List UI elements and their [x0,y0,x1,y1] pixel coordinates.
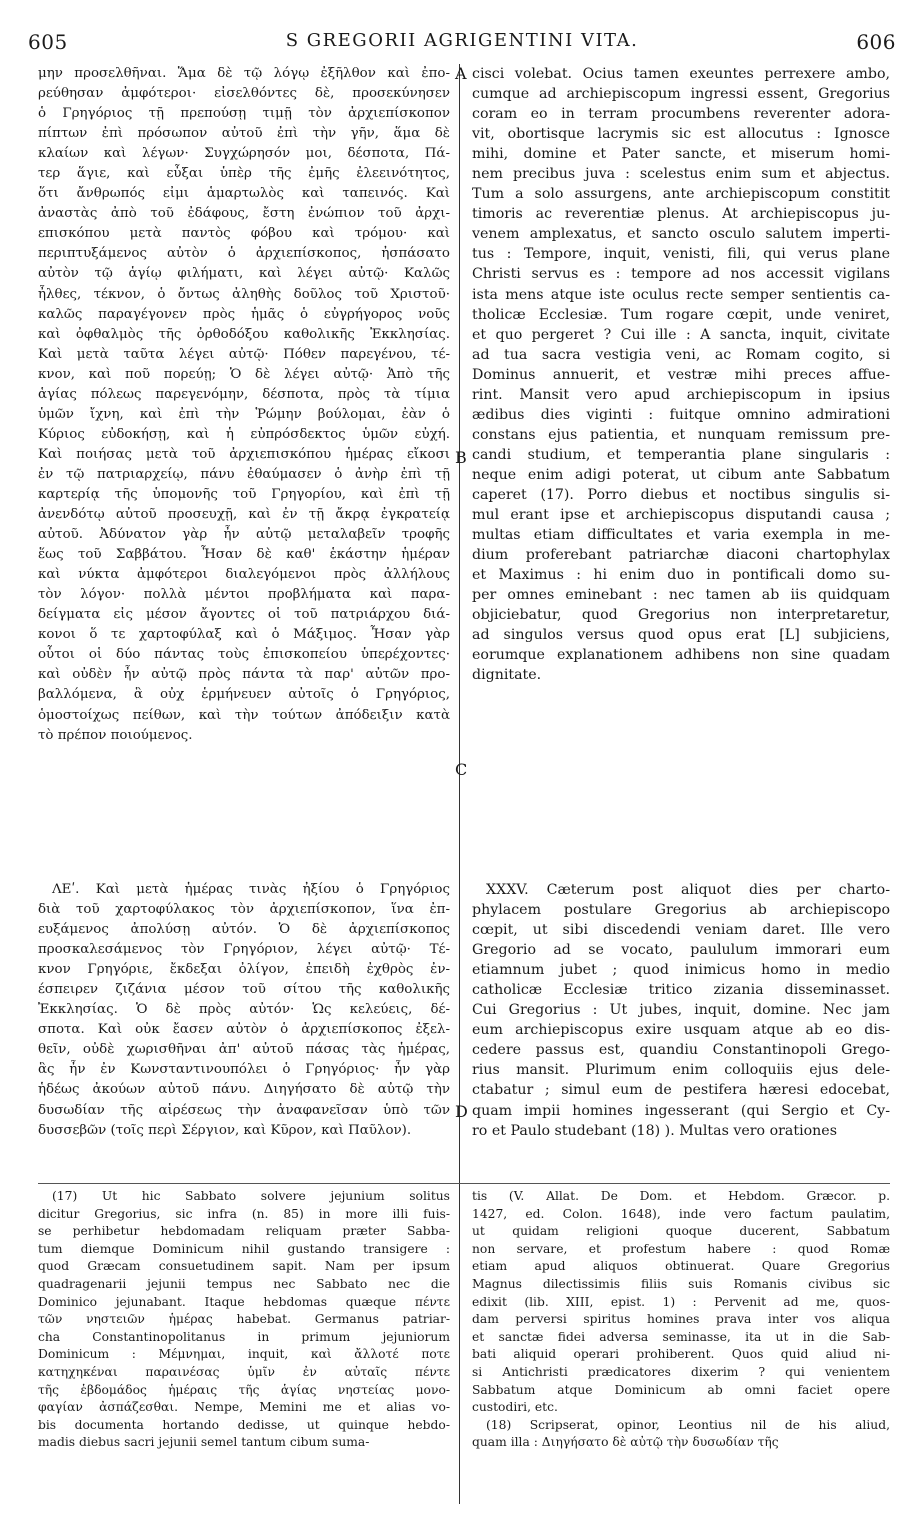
text-line: mul erant ipse et archiepiscopus disputandi causa ; [472,507,890,524]
text-line: et Maximus : hi enim duo in pontificali domo su- [472,567,890,584]
text-line: madis diebus sacri jejunii semel tantum cibum suma- [38,1435,370,1450]
text-line: quod Græcam consuetudinem sapit. Nam per ipsum [38,1259,450,1274]
text-line: eum archiepiscopus exire usquam atque ab eo dis- [472,1022,890,1039]
text-line: ἃς ἦν ἐν Κωνσταντινουπόλει ὁ Γρηγόριος· ἦν γὰρ [38,1062,450,1078]
text-line: Tum a solo assurgens, ante archiepiscopum constitit [472,186,890,203]
text-line: πίπτων ἐπὶ πρόσωπον αὐτοῦ ἐπὶ τὴν γῆν, ἅμα δὲ [38,126,450,142]
text-line: XXXV. Cæterum post aliquot dies per charto- [486,882,890,898]
margin-marker-c: C [455,760,468,779]
text-line: multas etiam difficultates et varia exempla in me- [472,527,890,544]
text-line: etiamnum jubet ; quod inimicus homo in medio [472,962,890,979]
text-line: ad singulos versus quod opus erat [L] subjiciens, [472,627,890,644]
text-line: coram eo in terram procumbens reverenter adora- [472,106,890,123]
text-line: cisci volebat. Ocius tamen exeuntes perrexere ambo, [472,66,890,82]
text-line: ὁμοστοίχως πείθων, καὶ τὴν τούτων ἀπόδειξιν κατὰ [38,707,450,723]
running-title: S GREGORII AGRIGENTINI VITA. [285,30,639,51]
text-line: etiam apud aliquos obtinuerat. Quare Gregorius [472,1259,890,1274]
text-line: per omnes eminebant : nec tamen ab iis quidquam [472,587,890,604]
text-line: έσπειρεν ζιζάνια μέσον τοῦ σίτου τῆς καθολικῆς [38,982,450,998]
text-line: cha Constantinopolitanus in primum jejuniorum [38,1329,450,1344]
text-line: mihi, domine et Pater sancte, et miserum homi- [472,146,890,163]
text-line: ut quidam religioni quoque ducerent, Sabbatum [472,1224,890,1239]
text-line: τὸν λόγον· πολλὰ μέντοι προβλήματα καὶ παρα- [38,587,450,603]
text-line: dium proferebant patriarchæ diaconi chartophylax [472,547,890,564]
text-line: ctabatur ; simul eum de pestifera hæresi edocebat, [472,1082,890,1099]
running-header [28,30,896,54]
text-line: Dominus annuerit, et vestræ mihi preces affue- [472,366,890,383]
text-line: Cui Gregorius : Ut jubes, inquit, domine. Nec jam [472,1002,890,1019]
text-line: δείγματα εἰς μέσον ἄγοντες οἱ τοῦ πατριάρχου διά- [38,607,450,623]
text-line: ἐν τῷ πατριαρχείῳ, πάνυ ἐθαύμασεν ὁ ἀνὴρ ἐπὶ τῇ [38,466,450,482]
text-line: κονοι ὅ τε χαρτοφύλαξ καὶ ὁ Μάξιμος. Ἦσαν γὰρ [38,627,450,643]
text-line: ἀνενδότῳ αὐτοῦ προσευχῇ, καὶ ἐν τῇ ἄκρᾳ ἐγκρατείᾳ [38,507,450,523]
text-line: Magnus dilectissimis filiis suis Romanis civibus sic [472,1276,890,1291]
text-line: si Antichristi prædicatores dixerim ? qui venientem [472,1364,890,1379]
footnotes-right [472,1188,890,1452]
text-line: bis documenta hortando dedisse, ut quinque hebdo- [38,1417,450,1432]
text-line: ΛΕʹ. Καὶ μετὰ ἡμέρας τινὰς ἠξίου ὁ Γρηγόριος [52,882,450,897]
text-line: ro et Paulo studebant (18) ). Multas vero orationes [472,1122,837,1139]
text-line: φαγίαν ἀσπάζεσθαι. Nempe, Memini me et alias vo- [38,1400,450,1415]
text-line: eorumque explanationem adhibens non sine quadam [472,647,890,664]
text-line: quam impii homines ingesserant (qui Sergio et Cy- [472,1102,890,1119]
text-line: (18) Scripserat, opinor, Leontius nil de his aliud, [486,1417,890,1432]
text-line: tum diemque Dominicum nihil gustando transigere : [38,1241,450,1256]
text-line: nem precibus juva : scelestus enim sum et abjectus. [472,166,890,183]
text-line: tus : Tempore, inquit, venisti, fili, qui verus plane [472,246,890,263]
text-line: timoris ac reverentiæ plenus. At archiepiscopus ju- [472,206,890,223]
text-line: phylacem postulare Gregorius ab archiepiscopo [472,902,890,919]
text-line: quam illa : Διηγήσατο δὲ αὐτῷ τὴν δυσωδίαν τῆς [472,1435,779,1450]
text-line: catholicæ Ecclesiæ tritico zizania disseminasset. [472,982,890,999]
text-line: ædibus dies viginti : fuitque omnino admirationi [472,406,890,423]
text-line: κνον, καὶ ποῦ πορεύῃ; Ὁ δὲ λέγει αὐτῷ· Ἀπὸ τῆς [38,366,450,382]
text-line: dam perversi spiritus homines prava inter vos aliqua [472,1312,890,1327]
text-line: αὐτοῦ. Ἀδύνατον γὰρ ἦν αὐτῷ μεταλαβεῖν τροφῆς [38,527,450,543]
text-line: custodiri, etc. [472,1400,558,1415]
text-line: vit, obortisque lacrymis sic est allocutus : Ignosce [472,126,890,143]
text-line: καρτερίᾳ τῆς ὑπομονῆς τοῦ Γρηγορίου, καὶ ἐπὶ τῇ [38,486,450,502]
text-line: Dominicum : Μέμνημαι, inquit, καὶ ἄλλοτέ ποτε [38,1347,450,1362]
text-line: quadragenarii jejunii tempus nec Sabbato nec die [38,1276,450,1291]
greek-section-35 [38,880,450,1141]
text-line: προσκαλεσάμενος τὸν Γρηγόριον, λέγει αὐτῷ· Τέ- [38,942,450,958]
text-line: cumque ad archiepiscopum ingressi essent, Gregorius [472,86,890,103]
text-line: τερ ἅγιε, καὶ εὖξαι ὑπὲρ τῆς ἐμῆς ἐλεεινότητος, [38,166,450,182]
text-line: καὶ οὐδὲν ἦν αὐτῷ πρὸς πάντα τὰ παρ' αὐτῶν προ- [38,667,450,683]
text-line: ὁ Γρηγόριος τῇ πρεπούσῃ τιμῇ τὸν ἀρχιεπίσκοπον [38,106,450,122]
greek-text-column [38,64,450,746]
text-line: tholicæ Ecclesiæ. Tum rogare cœpit, unde veniret, [472,306,890,323]
text-line: Gregorio ad se vocato, paululum immorari eum [472,942,890,959]
text-line: ἕως τοῦ Σαββάτου. Ἦσαν δὲ καθ' ἑκάστην ἡμέραν [38,547,450,563]
text-line: dignitate. [472,667,542,684]
text-line: Christi servus es : tempore ad nos accessit vigilans [472,266,890,283]
text-line: δυσωδίαν τῆς αἱρέσεως τὴν ἀναφανεῖσαν ὑπὸ τῶν [38,1102,450,1118]
text-line: διὰ τοῦ χαρτοφύλακος τὸν ἀρχιεπίσκοπον, ἵνα ἐπ- [38,902,450,918]
text-line: μην προσελθῆναι. Ἅμα δὲ τῷ λόγῳ ἐξῆλθον καὶ ἐπο- [38,66,450,81]
text-line: περιπτυξάμενος αὐτὸν ὁ ἀρχιεπίσκοπος, ἠσπάσατο [38,246,450,262]
margin-marker-b: B [455,448,467,467]
text-line: tis (V. Allat. De Dom. et Hebdom. Græcor. p. [472,1189,890,1203]
text-line: καὶ ὀφθαλμὸς τῆς ὀρθοδόξου καθολικῆς Ἐκκλησίας. [38,326,450,342]
text-line: ἦλθες, τέκνον, ὁ ὄντως ἀληθὴς δοῦλος τοῦ Χριστοῦ· [38,286,450,302]
text-line: constans ejus patientia, et nunquam remissum pre- [472,426,890,443]
text-line: ευξάμενος ἀπολύσῃ αὐτόν. Ὁ δὲ ἀρχιεπίσκοπος [38,922,450,938]
text-line: ἡδέως ἀκούων αὐτοῦ πάνυ. Διηγήσατο δὲ αὐτῷ τὴν [38,1082,450,1098]
text-line: Καὶ μετὰ ταῦτα λέγει αὐτῷ· Πόθεν παρεγένου, τέ- [38,346,450,362]
page-number-right: 606 [856,30,896,54]
text-line: βαλλόμενα, ἃ οὐχ ἑρμήνευεν αὐτοῖς ὁ Γρηγόριος, [38,687,450,703]
text-line: ὅτι ἄνθρωπός εἰμι ἁμαρτωλὸς καὶ ταπεινός. Καὶ [38,186,450,202]
text-line: ista mens atque iste oculus recte semper sentientis ca- [472,286,890,303]
text-line: σποτα. Καὶ οὐκ ἔασεν αὐτὸν ὁ ἀρχιεπίσκοπος ἐξελ- [38,1022,450,1038]
text-line: Dominico jejunabant. Itaque hebdomas quæque πέντε [38,1294,450,1309]
text-line: bati aliquid operari prohiberent. Quos quid aliud ni- [472,1347,890,1362]
text-line: venem amplexatus, et sancto osculo salutem imperti- [472,226,890,243]
text-line: Καὶ ποιήσας μετὰ τοῦ ἀρχιεπισκόπου ἡμέρας εἴκοσι [38,446,450,462]
text-line: se perhibetur hebdomadam reliquam præter Sabba- [38,1224,450,1239]
text-line: κλαίων καὶ λέγων· Συγχώρησόν μοι, δέσποτα, Πά- [38,146,450,162]
text-line: neque enim adigi poterat, ut cibum ante Sabbatum [472,466,890,483]
text-line: ad tua sacra vestigia veni, ac Romam cogito, si [472,346,890,363]
margin-marker-a: A [455,64,467,83]
text-line: objiciebatur, quod Gregorius non interpretaretur, [472,607,890,624]
text-line: ρεύθησαν ἀμφότεροι· εἰσελθόντες δὲ, προσεκύνησεν [38,86,450,102]
text-line: τῆς ἑβδομάδος ἡμέραις τῆς ἁγίας νηστείας μονο- [38,1382,450,1397]
page-number-left: 605 [28,30,68,54]
footnotes-left [38,1188,450,1452]
text-line: ἀναστὰς ἀπὸ τοῦ ἐδάφους, ἔστη ἐνώπιον τοῦ ἀρχι- [38,206,450,222]
text-line: οὗτοι οἱ δύο πάντας τοὺς ἐπισκοπείου ὑπερέχοντες· [38,647,450,663]
text-line: Ἐκκλησίας. Ὁ δὲ πρὸς αὐτόν· Ὡς κελεύεις, δέ- [38,1002,450,1018]
margin-marker-d: D [455,1102,468,1121]
text-line: τῶν νηστειῶν ἡμέρας habebat. Germanus patriar- [38,1312,450,1327]
latin-section-35 [472,880,890,1141]
text-line: καὶ νύκτα ἀμφότεροι διαλεγόμενοι πρὸς ἀλλήλους [38,567,450,583]
text-line: 1427, ed. Colon. 1648), inde vero factum paulatim, [472,1206,890,1221]
text-line: τὸ πρέπον ποιούμενος. [38,727,193,743]
text-line: non servare, et profestum habere : quod Romæ [472,1241,890,1256]
text-line: et sanctæ fidei adversa seminasse, ita ut in die Sab- [472,1329,890,1344]
text-line: κατηχηκέναι παραινέσας ὑμῖν ἐν αὐταῖς πέντε [38,1364,450,1379]
text-line: επισκόπου μετὰ παντὸς φόβου καὶ τρόμου· καὶ [38,226,450,242]
text-line: δυσσεβῶν (τοῖς περὶ Σέργιον, καὶ Κῦρον, καὶ Παῦλον). [38,1122,412,1138]
text-line: ἁγίας πόλεως παρεγενόμην, δέσποτα, πρὸς τὰ τίμια [38,386,450,402]
footnote-rule [38,1183,890,1184]
latin-text-column [472,64,890,685]
text-line: et quo pergeret ? Cui ille : A sancta, inquit, civitate [472,326,890,343]
text-line: cedere passus est, quandiu Constantinopoli Grego- [472,1042,890,1059]
text-line: dicitur Gregorius, sic infra (n. 85) in more illi fuis- [38,1206,450,1221]
text-line: candi studium, et temperantia plane singularis : [472,446,890,463]
text-line: caperet (17). Porro diebus et noctibus singulis si- [472,486,890,503]
text-line: κνον Γρηγόριε, ἔκδεξαι ὀλίγον, ἐπειδὴ ἐχθρὸς ἐν- [38,962,450,978]
text-line: rius mansit. Plurimum enim colloquiis ejus dele- [472,1062,890,1079]
text-line: αὐτὸν τῷ ἁγίῳ φιλήματι, καὶ λέγει αὐτῷ· Καλῶς [38,266,450,282]
column-divider [459,64,460,1504]
text-line: Sabbatum atque Dominicum ab omni faciet opere [472,1382,890,1397]
text-line: καλῶς παραγέγονεν πρὸς ἡμᾶς ὁ εὐγρήγορος νοῦς [38,306,450,322]
text-line: (17) Ut hic Sabbato solvere jejunium solitus [52,1189,450,1203]
text-line: θεῖν, οὐδὲ χωρισθῆναι ἀπ' αὐτοῦ πάσας τὰς ἡμέρας, [38,1042,450,1058]
text-line: ὑμῶν ἴχνη, καὶ ἐπὶ τὴν Ῥώμην βούλομαι, ἐὰν ὁ [38,406,450,422]
text-line: cœpit, ut sibi discedendi veniam daret. Ille vero [472,922,890,939]
text-line: edixit (lib. XIII, epist. 1) : Pervenit ad me, quos- [472,1294,890,1309]
text-line: rint. Mansit vero apud archiepiscopum in ipsius [472,386,890,403]
text-line: Κύριος εὐδοκήσῃ, καὶ ἡ εὐπρόσδεκτος ὑμῶν εὐχή. [38,426,450,442]
